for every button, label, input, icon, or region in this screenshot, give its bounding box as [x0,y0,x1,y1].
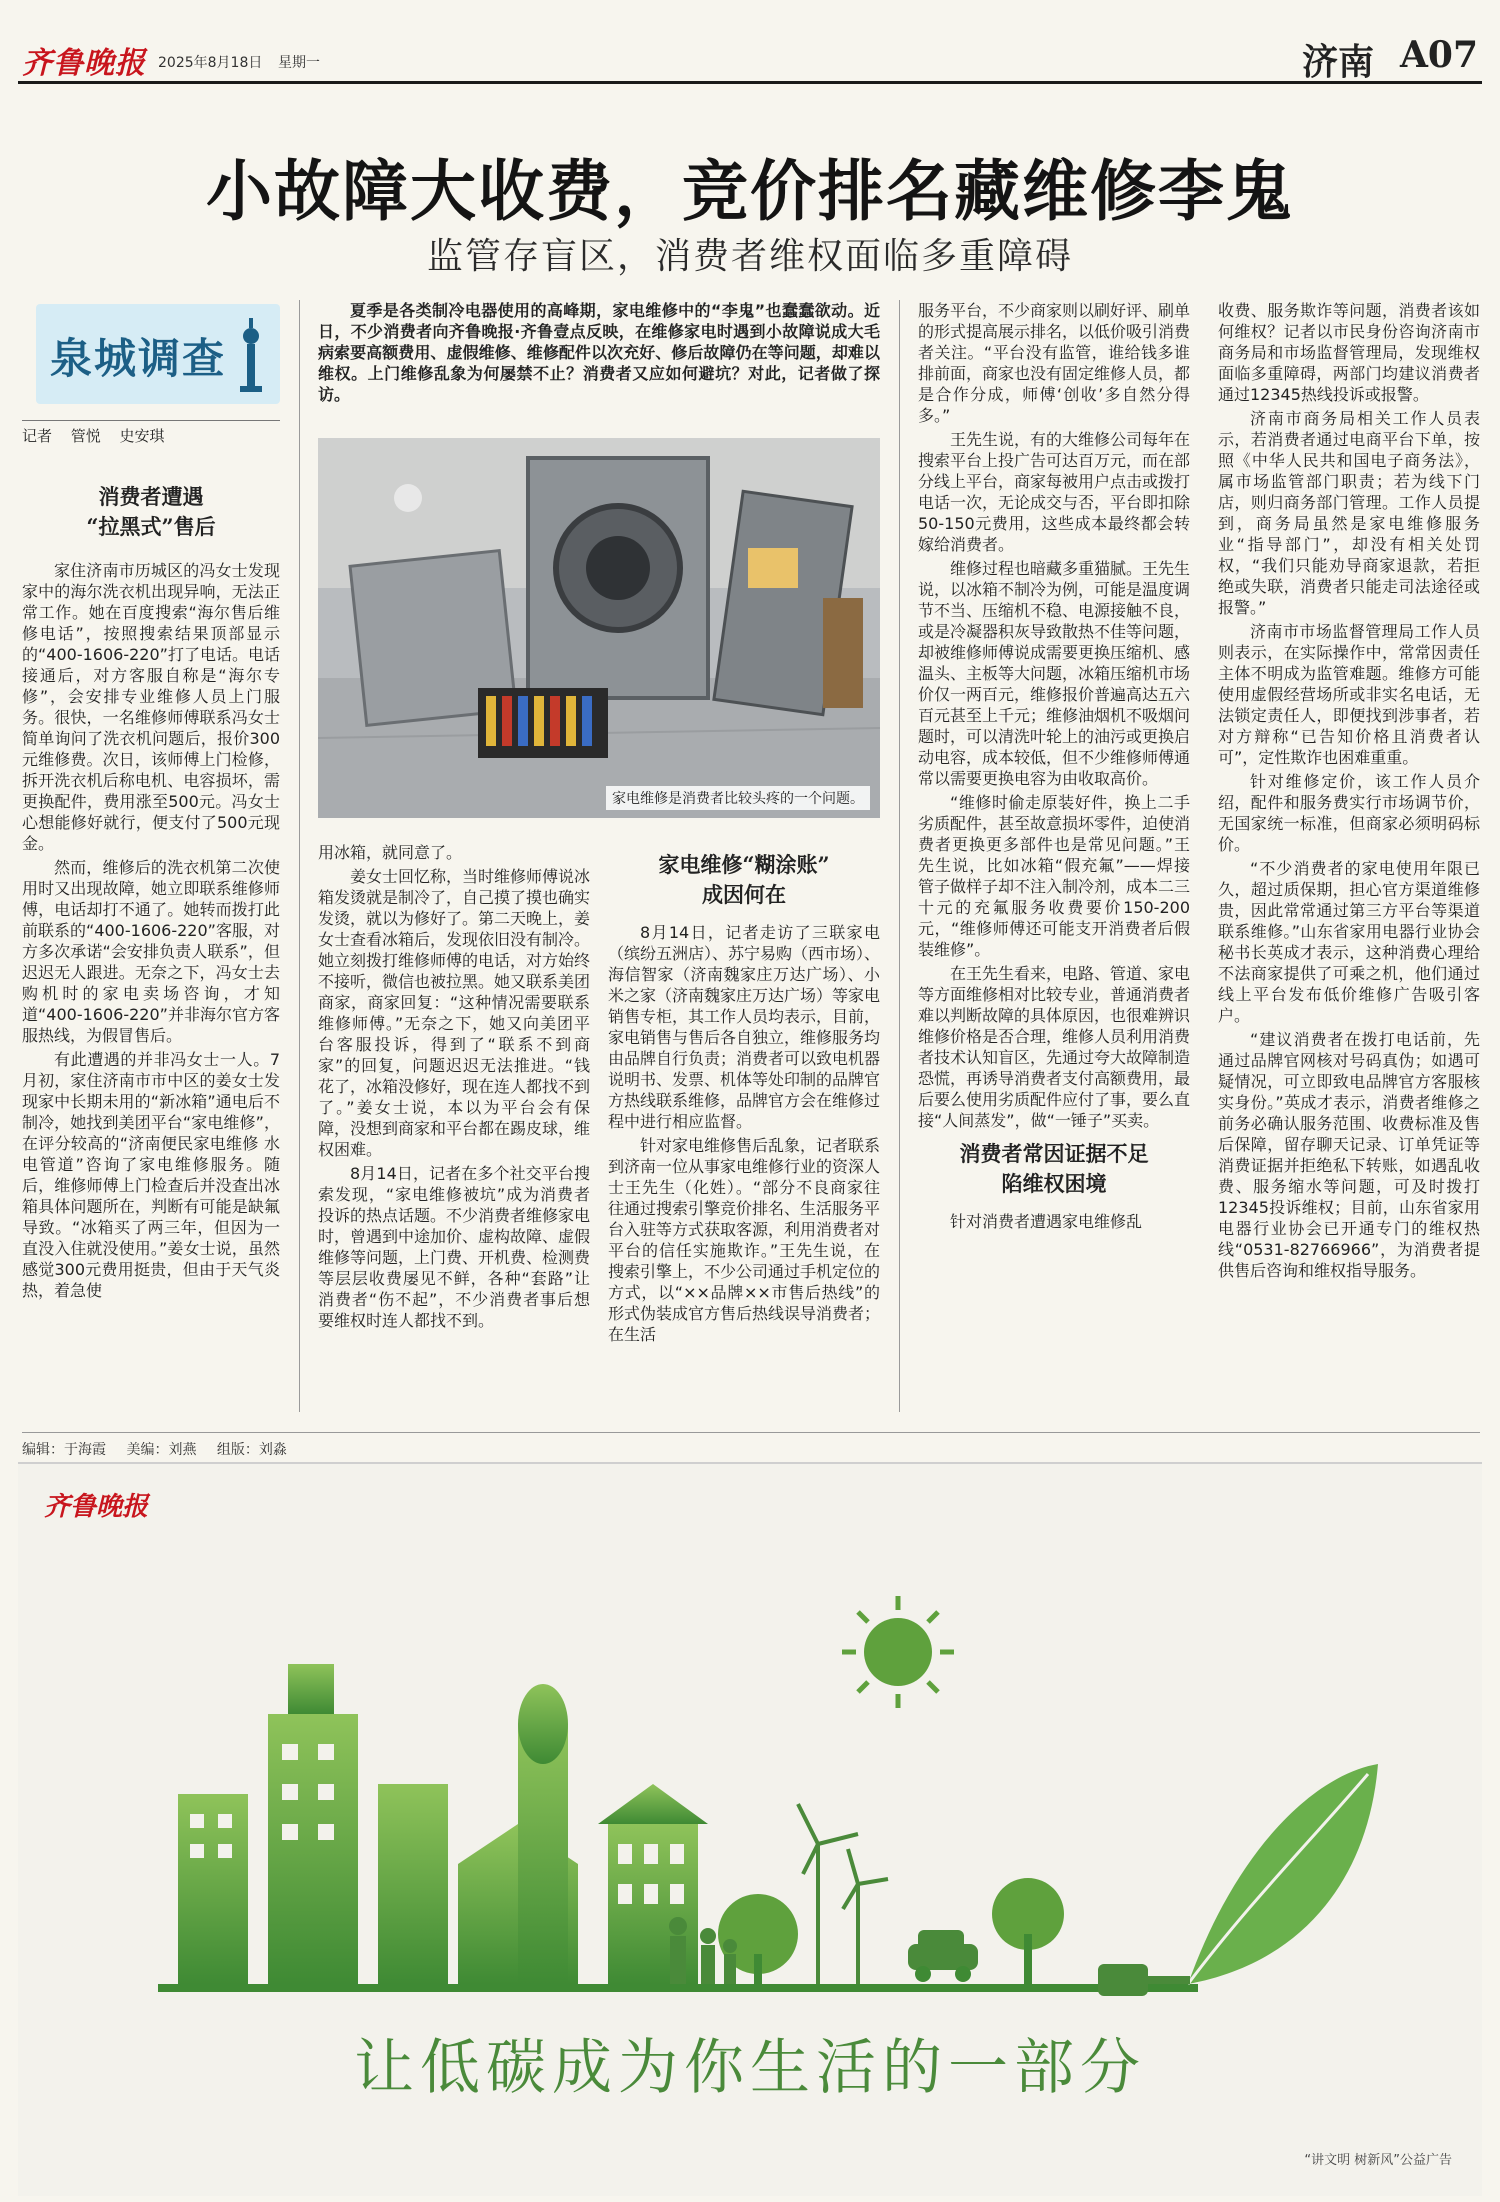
paragraph: 济南市市场监督管理局工作人员则表示，在实际操作中，常常因责任主体不明成为监管难题。维修方可能使用虚假经营场所或非实名电话，无法锁定责任人，即便找到涉事者，若对方辩称“已告知价格且消费者认可”，定性欺诈也困难重重。 [1218,622,1480,767]
column-divider [299,300,300,1412]
column-badge [36,304,280,404]
article-column-4 [608,842,880,1412]
byline: 记者 管悦 史安琪 [22,420,280,446]
editor-credits [22,1432,1480,1459]
lead-paragraph: 夏季是各类制冷电器使用的高峰期，家电维修中的“李鬼”也蠢蠢欲动。近日，不少消费者向齐鲁晚报·齐鲁壹点反映，在维修家电时遇到小故障说成大毛病索要高额费用、虚假维修、维修配件以次充好、修后故障仍在等问题，却难以维权。上门维修乱象为何屡禁不止？消费者又应如何避坑？对此，记者做了探访。 [318,301,880,404]
issue-date: 2025年8月18日 [158,55,263,71]
ad-newspaper-logo: 齐鲁晚报 [44,1492,149,1522]
paragraph: 维修过程也暗藏多重猫腻。王先生说，以冰箱不制冷为例，可能是温度调节不当、压缩机不稳、电源接触不良，或是冷凝器积灰导致散热不佳等问题，却被维修师傅说成需要更换压缩机、感温头、主板等大问题，冰箱压缩机市场价仅一两百元，维修报价普遍高达五六百元甚至上千元；维修油烟机不吸烟问题时，可以清洗叶轮上的油污或更换启动电容，成本较低，但不少维修师傅通常以需要更换电容为由收取高价。 [918,559,1190,788]
issue-weekday: 星期一 [278,55,320,71]
paragraph: 济南市商务局相关工作人员表示，若消费者通过电商平台下单，按照《中华人民共和国电子商务法》，属市场监管部门职责；若为线下门店，则归商务部门管理。工作人员提到，商务局虽然是家电维修服务业“指导部门”，却没有相关处罚权，“我们只能劝导商家退款，若拒绝或失联，消费者只能走司法途径或报警。” [1218,409,1480,617]
column-badge-text: 泉城调查 [50,334,227,383]
art-credit: 美编：刘燕 [126,1442,197,1458]
article-photo [318,438,880,818]
paragraph: 有此遭遇的并非冯女士一人。7月初，家住济南市市中区的姜女士发现家中长期未用的“新冰箱”通电后不制冷，她找到美团平台“家电维修”，在评分较高的“济南便民家电维修 水电管道”咨询了家电维修服务。随后，维修师傅上门检查后并没查出冰箱具体问题所在，判断有可能是缺氟导致。“冰箱买了两三年，但因为一直没入住就没使用。”姜女士说，虽然感觉300元费用挺贵，但由于天气炎热，着急使 [22,1050,280,1300]
paragraph: 在王先生看来，电路、管道、家电等方面维修相对比较专业，普通消费者难以判断故障的具体原因，也很难辨识维修价格是否合理，维修人员利用消费者技术认知盲区，先通过夸大故障制造恐慌，再诱导消费者支付高额费用，最后要么使用劣质配件应付了事，要么直接“人间蒸发”，做“一锤子”买卖。 [918,964,1190,1130]
layout-credit: 组版：刘淼 [216,1442,287,1458]
newspaper-logo: 齐鲁晚报 [22,46,146,81]
paragraph: “建议消费者在拨打电话前，先通过品牌官网核对号码真伪；如遇可疑情况，可立即致电品牌官方客服核实身份。”英成才表示，消费者维修之前务必确认服务范围、收费标准及售后保障，留存聊天记录、订单凭证等消费证据并拒绝私下转账，如遇乱收费、服务缩水等问题，可及时拨打12345投诉维权；目前，山东省家用电器行业协会已开通专门的维权热线“0531-82766966”，为消费者提供售后咨询和维权指导服务。 [1218,1030,1480,1280]
paragraph: 家住济南市历城区的冯女士发现家中的海尔洗衣机出现异响，无法正常工作。她在百度搜索“海尔售后维修电话”，按照搜索结果顶部显示的“400-1606-220”打了电话。电话接通后，对方客服自称是“海尔专修”，会安排专业维修人员上门服务。很快，一名维修师傅联系冯女士简单询问了洗衣机问题后，报价300元维修费。次日，该师傅上门检修，拆开洗衣机后称电机、电容损坏，需更换配件，费用涨至500元。冯女士心想能修好就行，便支付了500元现金。 [22,561,280,853]
subhead-2: 家电维修“糊涂账” 成因何在 [658,852,830,907]
public-service-ad [18,1462,1482,2196]
paragraph: 用冰箱，就同意了。 [318,843,463,862]
column-divider [899,300,900,1412]
article-title: 小故障大收费，竞价排名藏维修李鬼 [206,152,1294,230]
editor-credit: 编辑：于海霞 [22,1442,106,1458]
paragraph: 针对维修定价，该工作人员介绍，配件和服务费实行市场调节价，无国家统一标准，但商家必须明码标价。 [1218,772,1480,854]
paragraph: 然而，维修后的洗衣机第二次使用时又出现故障，她立即联系维修师傅，电话却打不通了。她转而拨打此前联系的“400-1606-220”客服，对方多次承诺“会安排负责人联系”，但迟迟无人跟进。无奈之下，冯女士去购机时的家电卖场咨询，才知道“400-1606-220”并非海尔官方客服热线，为假冒售后。 [22,858,280,1045]
ad-credit: “讲文明 树新风”公益广告 [1304,2153,1452,2168]
photo-caption: 家电维修是消费者比较头疼的一个问题。 [606,786,870,810]
washing-machine-repair-photo [318,438,880,818]
paragraph: 收费、服务欺诈等问题，消费者该如何维权？记者以市民身份咨询济南市商务局和市场监督管理局，发现维权面临多重障碍，两部门均建议消费者通过12345热线投诉或报警。 [1218,301,1480,404]
paragraph: “维修时偷走原装好件，换上二手劣质配件，甚至故意损坏零件，迫使消费者更换更多部件也是常见问题。”王先生说，比如冰箱“假充氟”——焊接管子做样子却不注入制冷剂，成本二三十元的充氟服务收费要价150-200元，“维修师傅还可能支开消费者后假装维修”。 [918,793,1190,959]
paragraph: “不少消费者的家电使用年限已久，超过质保期，担心官方渠道维修贵，因此常常通过第三方平台等渠道联系维修。”山东省家用电器行业协会秘书长英成才表示，这种消费心理给不法商家提供了可乘之机，他们通过线上平台发布低价维修广告吸引客户。 [1218,859,1480,1025]
article-column-6 [1218,300,1480,1412]
subhead-column1 [22,482,280,552]
tower-icon [236,314,266,394]
paragraph: 针对家电维修售后乱象，记者联系到济南一位从事家电维修行业的资深人士王先生（化姓）。“部分不良商家往往通过搜索引擎竞价排名、生活服务平台入驻等方式获取客源，利用消费者对平台的信任实施欺诈。”王先生说，在搜索引擎上，不少公司通过手机定位的方式，以“××品牌××市售后热线”的形式伪装成官方售后热线误导消费者；在生活 [608,1136,880,1344]
page-number: A07 [1399,34,1478,76]
section-city: 济南 [1301,41,1374,83]
article-column-3 [318,842,590,1412]
paragraph: 8月14日，记者走访了三联家电（缤纷五洲店）、苏宁易购（西市场）、海信智家（济南魏家庄万达广场）、小米之家（济南魏家庄万达广场）等家电销售专柜，其工作人员均表示，目前，家电销售与售后各自独立，维修服务均由品牌自行负责；消费者可以致电机器说明书、发票、机体等处印制的品牌官方热线联系维修，品牌官方会在维修过程中进行相应监督。 [608,923,880,1131]
paragraph: 姜女士回忆称，当时维修师傅说冰箱发烫就是制冷了，自己摸了摸也确实发烫，就以为修好了。第二天晚上，姜女士查看冰箱后，发现依旧没有制冷。她立刻拨打维修师傅的电话，对方始终不接听，微信也被拉黑。她又联系美团商家，商家回复：“这种情况需要联系维修师傅。”无奈之下，她又向美团平台客服投诉，得到了“联系不到商家”的回复，问题迟迟无法推进。“钱花了，冰箱没修好，现在连人都找不到了。”姜女士说，本以为平台会有保障，没想到商家和平台都在踢皮球，维权困难。 [318,867,590,1159]
subhead-1: 消费者遭遇 “拉黑式”售后 [86,484,216,539]
ad-slogan: 让低碳成为你生活的一部分 [354,2033,1146,2103]
paragraph: 服务平台，不少商家则以刷好评、刷单的形式提高展示排名，以低价吸引消费者关注。“平台没有监管，谁给钱多谁排前面，商家也没有固定维修人员，都是合作分成，师傅‘创收’多自然分得多。” [918,301,1190,425]
paragraph: 针对消费者遭遇家电维修乱 [950,1212,1143,1231]
masthead [18,14,1482,84]
subhead-3: 消费者常因证据不足 陷维权困境 [959,1141,1149,1196]
paragraph: 王先生说，有的大维修公司每年在搜索平台上投广告可达百万元，而在部分线上平台，商家每被用户点击或拨打电话一次，无论成交与否，平台即扣除50-150元费用，这些成本最终都会转嫁给消费者。 [918,430,1190,554]
article-column-5 [918,300,1190,1412]
article-subtitle: 监管存盲区，消费者维权面临多重障碍 [426,236,1073,277]
article-lead [318,300,880,418]
article-column-1 [22,560,280,1412]
paragraph: 8月14日，记者在多个社交平台搜索发现，“家电维修被坑”成为消费者投诉的热点话题。不少消费者维修家电时，曾遇到中途加价、虚构故障、虚假维修等问题，上门费、开机费、检测费等层层收费屡见不鲜，各种“套路”让消费者“伤不起”，不少消费者事后想要维权时连人都找不到。 [318,1164,590,1330]
